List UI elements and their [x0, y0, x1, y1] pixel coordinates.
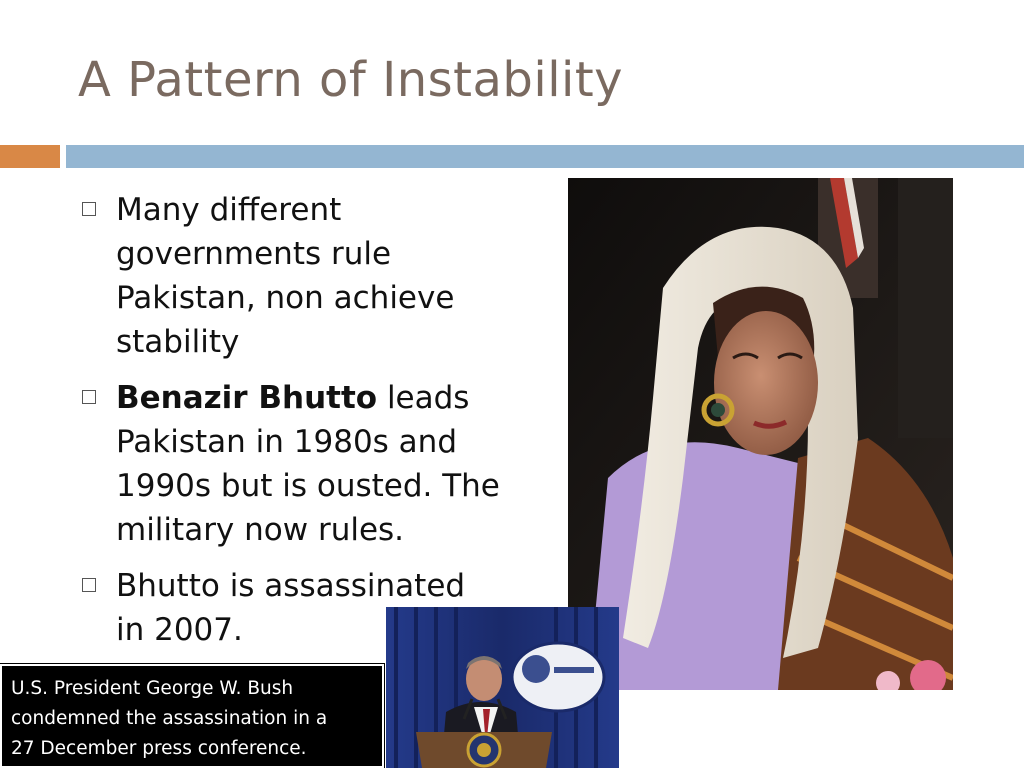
bullet-item: [80, 188, 500, 364]
bhutto-photo: [568, 178, 953, 690]
hollow-square-icon: [82, 578, 96, 592]
bullet-bold-name: Benazir Bhutto: [116, 380, 378, 416]
bullet-list: [80, 188, 500, 664]
photo-caption: [0, 664, 384, 768]
title-rule-blue: [66, 145, 1024, 168]
bhutto-photo-illustration: [568, 178, 953, 690]
bush-press-conference-photo: [386, 607, 619, 768]
caption-line: condemned the assassination in a: [11, 708, 328, 729]
bullet-item: [80, 376, 500, 552]
bullet-text: Bhutto is assassinated in 2007.: [116, 568, 466, 648]
hollow-square-icon: [82, 390, 96, 404]
slide-title: A Pattern of Instability: [78, 52, 624, 108]
caption-line: U.S. President George W. Bush: [11, 678, 294, 699]
bullet-text: Many different governments rule Pakistan, non achieve stability: [116, 192, 455, 360]
bullet-text: leads Pakistan in 1980s and 1990s but is ousted. The military now rules.: [116, 380, 500, 548]
title-rule-orange: [0, 145, 60, 168]
caption-line: 27 December press conference.: [11, 738, 307, 759]
bush-photo-illustration: [386, 607, 619, 768]
hollow-square-icon: [82, 202, 96, 216]
